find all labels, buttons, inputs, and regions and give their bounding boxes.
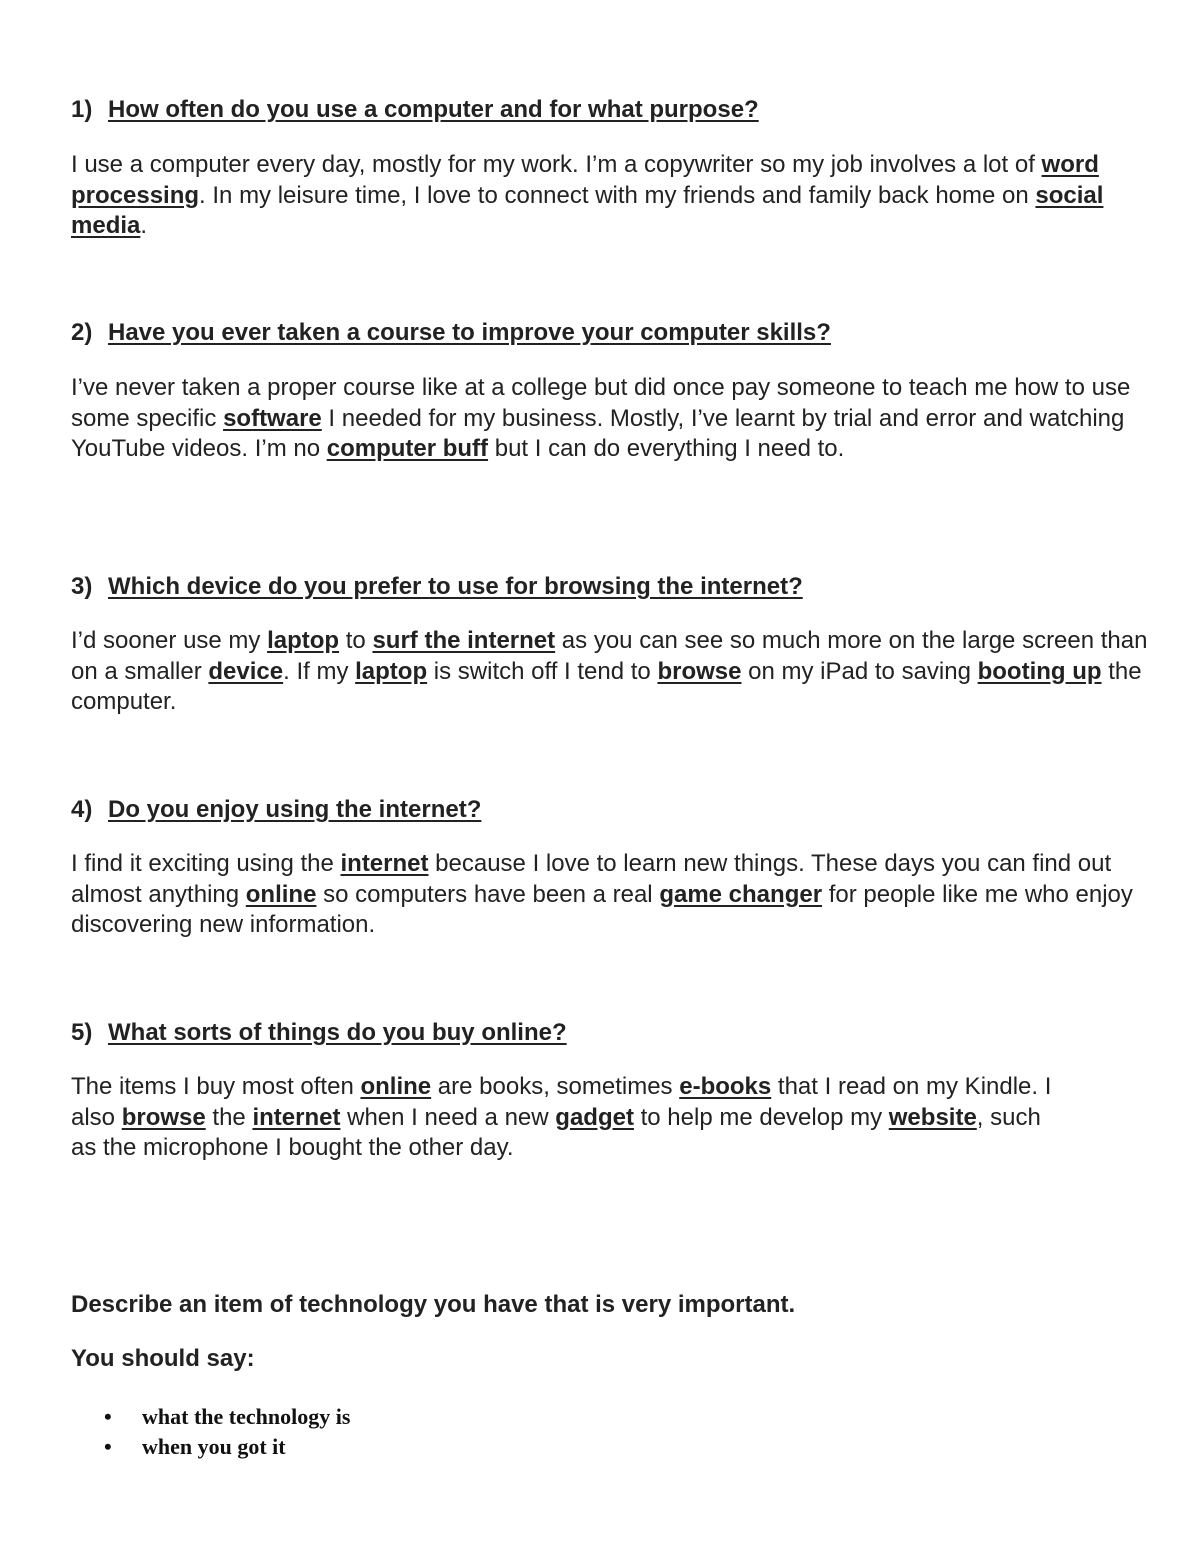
answer-text: , such as the microphone I bought the other day. <box>71 1103 1041 1161</box>
answer-text: . If my <box>283 657 356 685</box>
question-5 <box>71 1018 567 1048</box>
cue-card-bullets <box>71 1402 350 1462</box>
bullet-item <box>71 1402 350 1432</box>
bullet-item <box>71 1432 350 1462</box>
answer-5 <box>71 1072 1061 1164</box>
vocabulary-keyword: software <box>223 404 322 432</box>
bullet-text: what the technology is <box>142 1404 351 1429</box>
question-4 <box>71 795 481 825</box>
answer-text: the <box>205 1103 253 1131</box>
answer-4 <box>71 849 1146 941</box>
answer-text: . In my leisure time, I love to connect with my friends and family back home on <box>199 181 1036 209</box>
answer-text: I’d sooner use my <box>71 627 268 654</box>
answer-text: I’ve never taken a proper course like at a college but did once pay someone to teach me how to use some specific <box>71 374 1131 432</box>
answer-text: The items I buy most often <box>71 1073 361 1100</box>
vocabulary-keyword: game changer <box>659 880 823 908</box>
vocabulary-keyword: internet <box>340 850 429 877</box>
vocabulary-keyword: internet <box>252 1103 341 1131</box>
question-3 <box>71 572 803 602</box>
answer-1 <box>71 150 1146 242</box>
vocabulary-keyword: device <box>208 657 284 685</box>
vocabulary-keyword: surf the internet <box>372 627 556 654</box>
answer-text: as you can see so much more on the large screen than on a smaller <box>71 627 1148 685</box>
vocabulary-keyword: online <box>360 1073 432 1100</box>
question-text: Have you ever taken a course to improve your computer skills? <box>108 319 831 346</box>
cue-card-subtitle: You should say: <box>71 1345 255 1372</box>
answer-text: for people like me who enjoy discovering new information. <box>71 880 1133 938</box>
question-text: What sorts of things do you buy online? <box>108 1019 567 1046</box>
vocabulary-keyword: browse <box>121 1103 206 1131</box>
vocabulary-keyword: gadget <box>555 1103 634 1131</box>
vocabulary-keyword: social media <box>71 181 1104 239</box>
bullet-text: when you got it <box>142 1434 286 1459</box>
answer-text: I use a computer every day, mostly for my work. I’m a copywriter so my job involves a lot of <box>71 151 1042 178</box>
vocabulary-keyword: browse <box>657 657 742 685</box>
answer-text: I find it exciting using the <box>71 850 341 877</box>
question-number: 4) <box>71 796 93 823</box>
answer-text: that I read on my Kindle. I also <box>71 1073 1052 1131</box>
vocabulary-keyword: website <box>888 1103 977 1131</box>
vocabulary-keyword: laptop <box>355 657 428 685</box>
answer-text: to <box>339 627 373 654</box>
vocabulary-keyword: e-books <box>679 1073 772 1100</box>
answer-text: on my iPad to saving <box>741 657 978 685</box>
bullet-dot-icon: • <box>104 1404 112 1429</box>
question-number: 3) <box>71 573 93 600</box>
question-text: How often do you use a computer and for what purpose? <box>108 96 759 123</box>
question-text: Which device do you prefer to use for browsing the internet? <box>108 573 803 600</box>
vocabulary-keyword: online <box>245 880 317 908</box>
cue-card-title: Describe an item of technology you have that is very important. <box>71 1291 796 1318</box>
answer-2 <box>71 373 1146 465</box>
question-2 <box>71 318 831 348</box>
answer-text: so computers have been a real <box>316 880 660 908</box>
answer-text: I needed for my business. Mostly, I’ve learnt by trial and error and watching YouTube videos. I’m no <box>71 404 1125 462</box>
answer-3 <box>71 626 1151 718</box>
vocabulary-keyword: booting up <box>977 657 1102 685</box>
question-number: 1) <box>71 96 93 123</box>
answer-text: when I need a new <box>340 1103 556 1131</box>
vocabulary-keyword: laptop <box>267 627 340 654</box>
answer-text: . <box>140 212 148 239</box>
answer-text: because I love to learn new things. These days you can find out almost anything <box>71 850 1112 908</box>
bullet-dot-icon: • <box>104 1434 112 1459</box>
vocabulary-keyword: word processing <box>71 151 1099 209</box>
answer-text: is switch off I tend to <box>427 657 658 685</box>
question-1 <box>71 95 759 125</box>
question-number: 5) <box>71 1019 93 1046</box>
answer-text: but I can do everything I need to. <box>488 435 845 462</box>
question-text: Do you enjoy using the internet? <box>108 796 482 823</box>
answer-text: the computer. <box>71 657 1142 715</box>
answer-text: to help me develop my <box>633 1103 889 1131</box>
question-number: 2) <box>71 319 93 346</box>
vocabulary-keyword: computer buff <box>326 435 489 462</box>
answer-text: are books, sometimes <box>431 1073 680 1100</box>
